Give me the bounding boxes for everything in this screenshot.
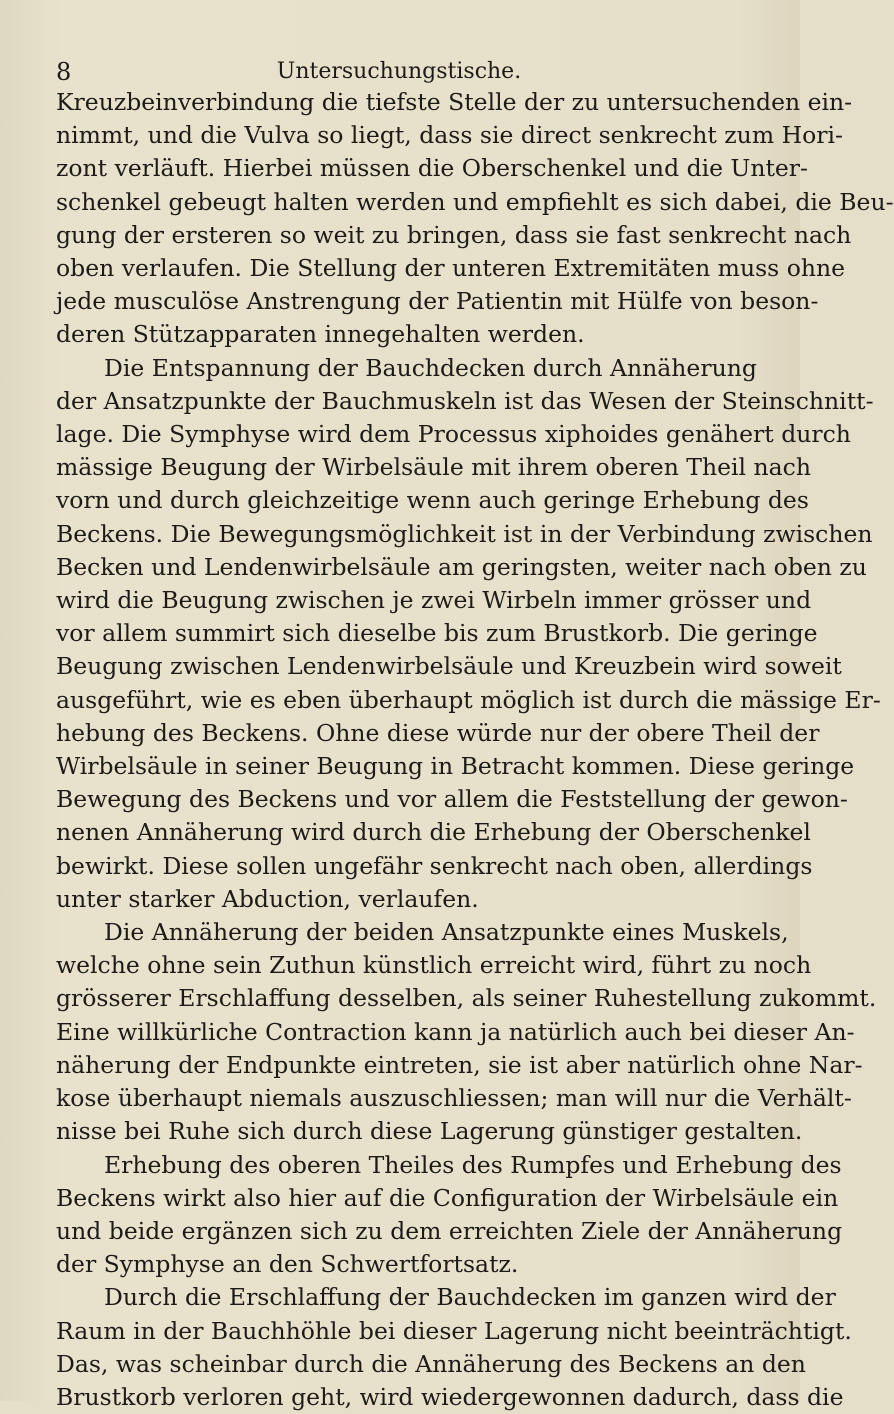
text-line: Bewegung des Beckens und vor allem die Feststellung der gewon- — [56, 785, 848, 814]
text-line: Raum in der Bauchhöhle bei dieser Lagerung nicht beeinträchtigt. — [56, 1316, 852, 1345]
body-text — [56, 86, 894, 1414]
text-line: schenkel gebeugt halten werden und empfiehlt es sich dabei, die Beu- — [56, 187, 894, 216]
text-line: unter starker Abduction, verlaufen. — [56, 884, 479, 913]
paragraph-start-line: Erhebung des oberen Theiles des Rumpfes und Erhebung des — [104, 1150, 842, 1179]
text-line: kose überhaupt niemals auszuschliessen; man will nur die Verhält- — [56, 1084, 852, 1113]
text-line: hebung des Beckens. Ohne diese würde nur der obere Theil der — [56, 718, 820, 747]
page-header — [56, 56, 742, 88]
text-line: Wirbelsäule in seiner Beugung in Betracht kommen. Diese geringe — [56, 752, 855, 781]
text-line: zont verläuft. Hierbei müssen die Oberschenkel und die Unter- — [56, 154, 808, 183]
text-line: oben verlaufen. Die Stellung der unteren Extremitäten muss ohne — [56, 254, 846, 283]
text-line: nenen Annäherung wird durch die Erhebung der Oberschenkel — [56, 818, 811, 847]
paragraph-start-line: Die Annäherung der beiden Ansatzpunkte eines Muskels, — [104, 918, 789, 947]
text-line: Brustkorb verloren geht, wird wiedergewonnen dadurch, dass die — [56, 1382, 844, 1411]
text-line: welche ohne sein Zuthun künstlich erreicht wird, führt zu noch — [56, 951, 812, 980]
page-number: 8 — [56, 58, 72, 86]
text-line: gung der ersteren so weit zu bringen, dass sie fast senkrecht nach — [56, 220, 852, 249]
text-line: deren Stützapparaten innegehalten werden. — [56, 320, 585, 349]
text-line: der Ansatzpunkte der Bauchmuskeln ist das Wesen der Steinschnitt- — [56, 386, 874, 415]
paragraph-start-line: Durch die Erschlaffung der Bauchdecken im ganzen wird der — [104, 1283, 836, 1312]
text-line: Das, was scheinbar durch die Annäherung des Beckens an den — [56, 1349, 806, 1378]
text-line: der Symphyse an den Schwertfortsatz. — [56, 1250, 519, 1279]
text-line: Becken und Lendenwirbelsäule am geringsten, weiter nach oben zu — [56, 552, 867, 581]
text-line: bewirkt. Diese sollen ungefähr senkrecht nach oben, allerdings — [56, 851, 813, 880]
text-line: lage. Die Symphyse wird dem Processus xiphoides genähert durch — [56, 420, 851, 449]
text-line: nisse bei Ruhe sich durch diese Lagerung günstiger gestalten. — [56, 1117, 803, 1146]
text-line: wird die Beugung zwischen je zwei Wirbeln immer grösser und — [56, 586, 812, 615]
text-line: und beide ergänzen sich zu dem erreichten Ziele der Annäherung — [56, 1216, 843, 1245]
paragraph-start-line: Die Entspannung der Bauchdecken durch Annäherung — [104, 353, 757, 382]
text-line: ausgeführt, wie es eben überhaupt möglich ist durch die mässige Er- — [56, 685, 881, 714]
text-line: Eine willkürliche Contraction kann ja natürlich auch bei dieser An- — [56, 1017, 855, 1046]
text-line: Beugung zwischen Lendenwirbelsäule und Kreuzbein wird soweit — [56, 652, 842, 681]
text-line: vor allem summirt sich dieselbe bis zum Brustkorb. Die geringe — [56, 619, 818, 648]
text-line: vorn und durch gleichzeitige wenn auch geringe Erhebung des — [56, 486, 809, 515]
text-line: Beckens. Die Bewegungsmöglichkeit ist in der Verbindung zwischen — [56, 519, 873, 548]
running-title: Untersuchungstische. — [276, 59, 522, 84]
text-line: grösserer Erschlaffung desselben, als seiner Ruhestellung zukommt. — [56, 984, 877, 1013]
text-line: jede musculöse Anstrengung der Patientin mit Hülfe von beson- — [56, 287, 819, 316]
text-line: näherung der Endpunkte eintreten, sie ist aber natürlich ohne Nar- — [56, 1050, 863, 1079]
text-line: mässige Beugung der Wirbelsäule mit ihrem oberen Theil nach — [56, 453, 811, 482]
text-line: Beckens wirkt also hier auf die Configuration der Wirbelsäule ein — [56, 1183, 839, 1212]
text-line: Kreuzbeinverbindung die tiefste Stelle der zu untersuchenden ein- — [56, 88, 853, 116]
text-line: nimmt, und die Vulva so liegt, dass sie direct senkrecht zum Hori- — [56, 121, 843, 150]
